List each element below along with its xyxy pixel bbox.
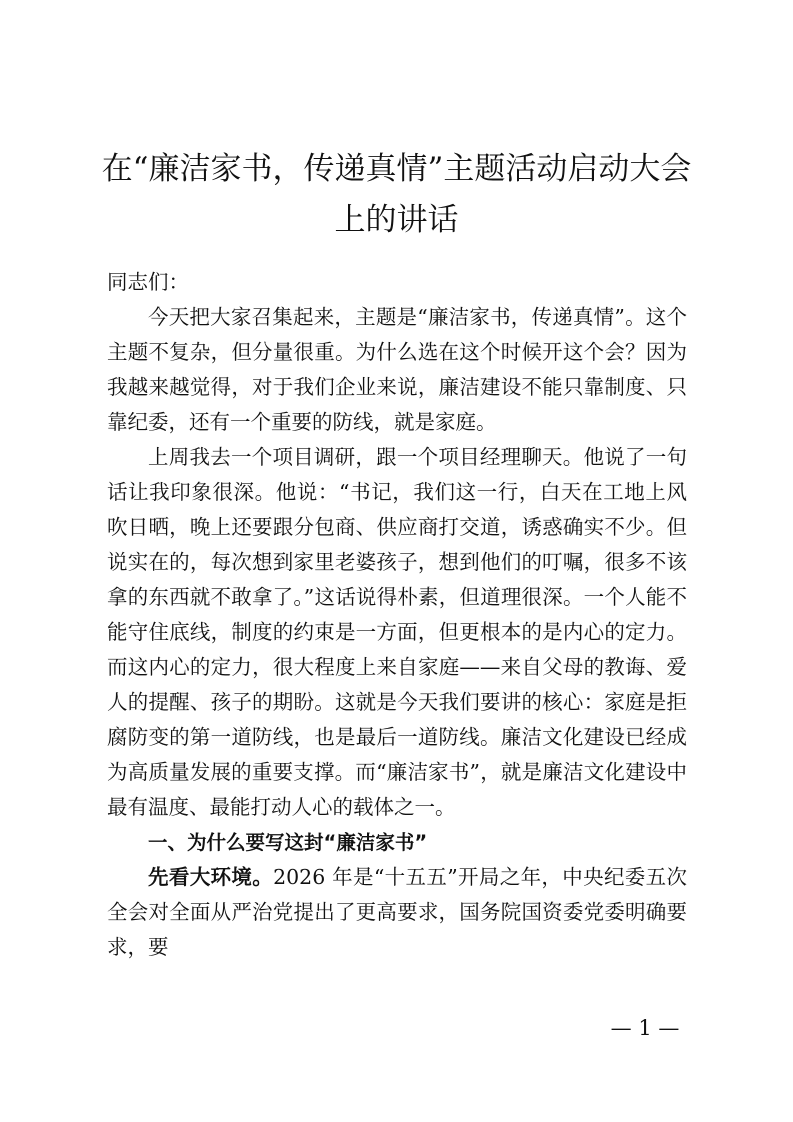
section-paragraph-lead: 先看大环境。 xyxy=(148,865,274,889)
document-body xyxy=(107,265,687,965)
section-paragraph-text: 2026 年是“十五五”开局之年，中央纪委五次全会对全面从严治党提出了更高要求，国务院国资委党委明确要求，要 xyxy=(107,865,687,959)
section-paragraph xyxy=(107,860,687,965)
section-heading: 一、为什么要写这封“廉洁家书” xyxy=(148,831,428,854)
page-number: — 1 — xyxy=(610,1016,680,1040)
body-paragraph-1: 今天把大家召集起来，主题是“廉洁家书，传递真情”。这个主题不复杂，但分量很重。为什么选在这个时候开这个会？因为我越来越觉得，对于我们企业来说，廉洁建设不能只靠制度、只靠纪委，还有一个重要的防线，就是家庭。 xyxy=(107,305,687,434)
page-title: 在“廉洁家书，传递真情”主题活动启动大会上的讲话 xyxy=(101,151,692,238)
body-paragraph-2: 上周我去一个项目调研，跟一个项目经理聊天。他说了一句话让我印象很深。他说：“书记，我们这一行，白天在工地上风吹日晒，晚上还要跟分包商、供应商打交道，诱惑确实不少。但说实在的，每次想到家里老婆孩子，想到他们的叮嘱，很多不该拿的东西就不敢拿了。”这话说得朴素，但道理很深。一个人能不能守住底线，制度的约束是一方面，但更根本的是内心的定力。而这内心的定力，很大程度上来自家庭——来自父母的教诲、爱人的提醒、孩子的期盼。这就是今天我们要讲的核心：家庭是拒腐防变的第一道防线，也是最后一道防线。廉洁文化建设已经成为高质量发展的重要支撑。而“廉洁家书”，就是廉洁文化建设中最有温度、最能打动人心的载体之一。 xyxy=(107,445,687,819)
salutation: 同志们： xyxy=(107,270,189,294)
